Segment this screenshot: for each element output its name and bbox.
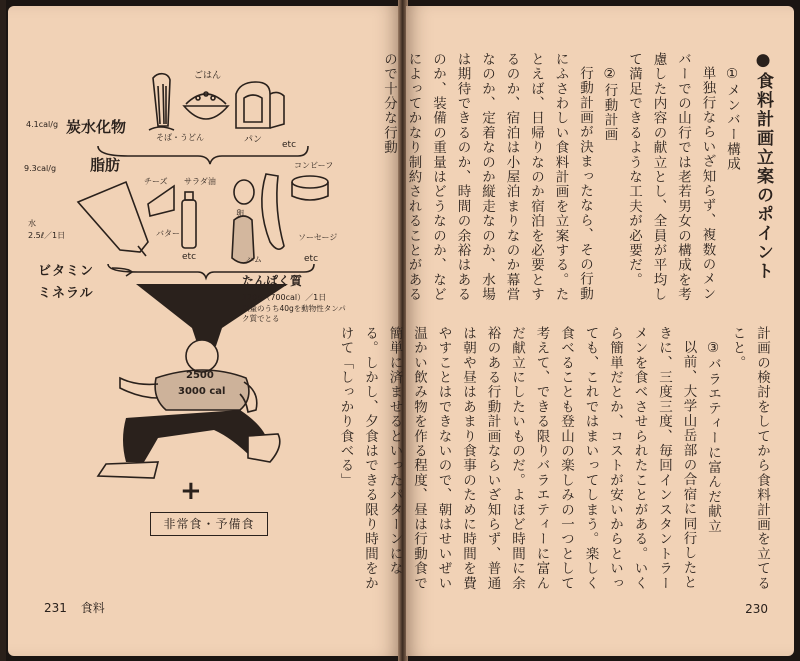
label-corned-beef: コンビーフ: [294, 161, 334, 170]
corned-beef-icon: [292, 176, 328, 200]
label-calories-max: 3000 cal: [178, 386, 226, 397]
page-number: 231: [44, 601, 67, 615]
paragraph: ③バラエティーに富んだ献立: [705, 339, 721, 534]
label-water-amount: 2.5ℓ／1日: [28, 231, 66, 240]
label-fat: 脂肪: [90, 156, 121, 174]
label-carbohydrates: 炭水化物: [66, 118, 127, 136]
plus-sign: +: [180, 476, 202, 506]
label-protein-note: 以量のうち40gを動物性タンパク質でとる: [242, 304, 346, 323]
label-protein: たんぱく質: [242, 274, 303, 288]
label-sausage: ソーセージ: [298, 233, 338, 242]
running-head: 食料: [80, 601, 105, 615]
section-heading: ●食料計画立案のポイント: [753, 50, 773, 281]
label-water: 水: [28, 219, 36, 228]
label-rice: ごはん: [194, 71, 222, 81]
paragraph: 計画の検討をしてから食料計画を立てること。: [729, 326, 770, 591]
label-noodles: そば・うどん: [156, 133, 204, 142]
label-fat-cal: 9.3cal/g: [24, 164, 57, 173]
body-text-lower: [337, 326, 774, 594]
rice-bowl-icon: [184, 92, 228, 119]
label-butter: バター: [156, 229, 180, 238]
label-salad-oil: サラダ油: [184, 177, 216, 186]
label-calories-min: 2500: [186, 370, 214, 381]
body-text-upper: [381, 52, 744, 308]
paragraph: 単独行ならいざ知らず、複数のメンバーでの山行では老若男女の構成を考慮した内容の献立とし、全員が平均して満足できるような工夫が必要だ。: [626, 52, 716, 302]
paragraph: ②行動計画: [601, 65, 618, 142]
person-figure-icon: [98, 340, 280, 478]
emergency-food-box: 非常食・予備食: [150, 512, 268, 536]
label-egg: 卵: [236, 209, 244, 218]
sausage-icon: [262, 174, 284, 249]
paragraph: 以前、大学山岳部の合宿に同行したときに、三度三度、毎回インスタントラーメンを食べさせられたことがある。いくら簡単だとか、コストが安いからといっても、これではまいってしまう。楽しく食べることも登山の楽しみの一つとして考えて、できる限りバラエティーに富んだ献立にしたいものだ。よほど時間に余裕のある行動計画ならいざ知らず、普通は朝や昼はあまり食事のために時間を費やすことはできないので、朝はせいぜい温かい飲み物を作る程度、昼は行動食で簡単に済ませるといったパターンになる。しかし、夕食はできる限り時間をかけて「しっかり食べる」: [337, 326, 697, 591]
label-etc-2: etc: [182, 252, 197, 262]
salad-oil-icon: [182, 192, 196, 248]
label-bread: パン: [244, 135, 263, 145]
right-page: [337, 6, 794, 656]
paragraph: 行動計画が決まったなら、その行動にふさわしい食料計画を立案する。たとえば、日帰りなのか宿泊を必要とするのか、宿泊は小屋泊まりなのか幕営なのか、定着なのか縦走なのか、水場は期待できるのか、時間の余裕はあるのか、装備の重量はどうなのか、などによってかなり制約されることがあるので十分な行動: [381, 52, 593, 302]
label-cheese: チーズ: [144, 177, 168, 186]
right-page-number: 230: [745, 602, 768, 616]
noodles-icon: [149, 74, 174, 130]
label-ham: ハム: [246, 255, 262, 264]
label-protein-amount: 120g（700cal）／1日: [242, 293, 327, 302]
label-mineral: ミネラル: [38, 286, 94, 301]
oil-bottle-icon: [78, 182, 148, 256]
cheese-icon: [148, 186, 174, 216]
left-page-number: [44, 599, 105, 616]
label-etc-1: etc: [282, 140, 297, 150]
bread-icon: [236, 82, 284, 128]
egg-icon: [234, 180, 254, 204]
label-vitamin: ビタミン: [38, 264, 95, 279]
paragraph: ①メンバー構成: [724, 65, 740, 171]
label-etc-3: etc: [304, 254, 319, 264]
label-carb-cal: 4.1cal/g: [26, 120, 59, 129]
